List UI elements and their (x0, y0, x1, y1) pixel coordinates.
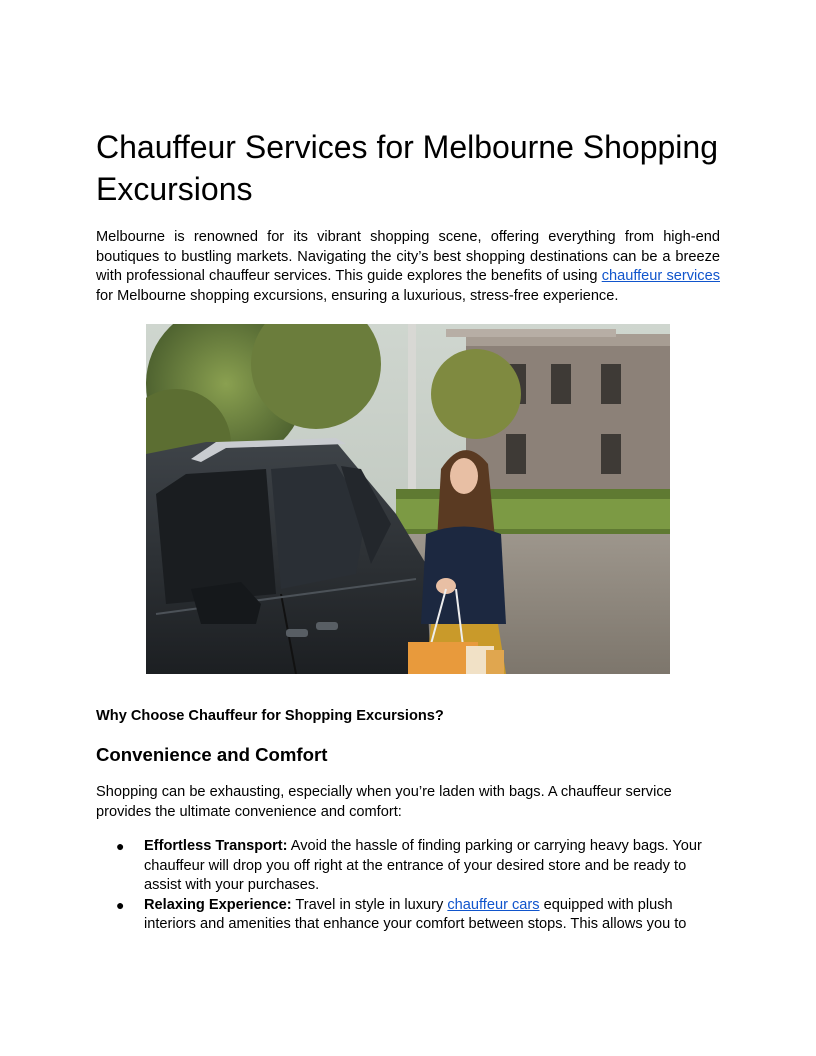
intro-text-after-link: for Melbourne shopping excursions, ensuring a luxurious, stress-free experience. (96, 287, 619, 304)
why-choose-heading: Why Choose Chauffeur for Shopping Excursions? (96, 708, 444, 724)
list-item (96, 837, 720, 896)
bullet-label: Relaxing Experience: (144, 896, 292, 913)
intro-text-before-link: Melbourne is renowned for its vibrant shopping scene, offering everything from high-end boutiques to bustling markets. Navigating the city’s best shopping destinations can be a breeze with professional chauffeur services. This guide explores the benefits of using (96, 229, 720, 285)
chauffeur-services-link[interactable]: chauffeur services (601, 268, 720, 285)
bullet-text-before-link: Travel in style in luxury (291, 896, 448, 913)
bullet-icon: ● (116, 838, 125, 854)
convenience-comfort-heading: Convenience and Comfort (96, 744, 328, 765)
benefits-list (96, 837, 720, 935)
chauffeur-cars-link[interactable]: chauffeur cars (447, 896, 540, 913)
bullet-icon: ● (116, 896, 125, 913)
intro-paragraph (96, 228, 720, 306)
page-title: Chauffeur Services for Melbourne Shopping Excursions (96, 129, 718, 207)
woman-with-shopping-bags-photo (146, 324, 670, 674)
bullet-text: Avoid the hassle of finding parking or carrying heavy bags. Your chauffeur will drop you off right at the entrance of your desired store and be ready to assist with your purchases. (144, 838, 702, 894)
bullet-text-after-link: equipped with plush interiors and amenities that enhance your comfort between stops. This allows you to (144, 896, 687, 933)
shopping-paragraph: Shopping can be exhausting, especially when you’re laden with bags. A chauffeur service provides the ultimate convenience and comfort: (96, 784, 672, 820)
bullet-label: Effortless Transport: (144, 838, 288, 854)
list-item (96, 896, 720, 935)
